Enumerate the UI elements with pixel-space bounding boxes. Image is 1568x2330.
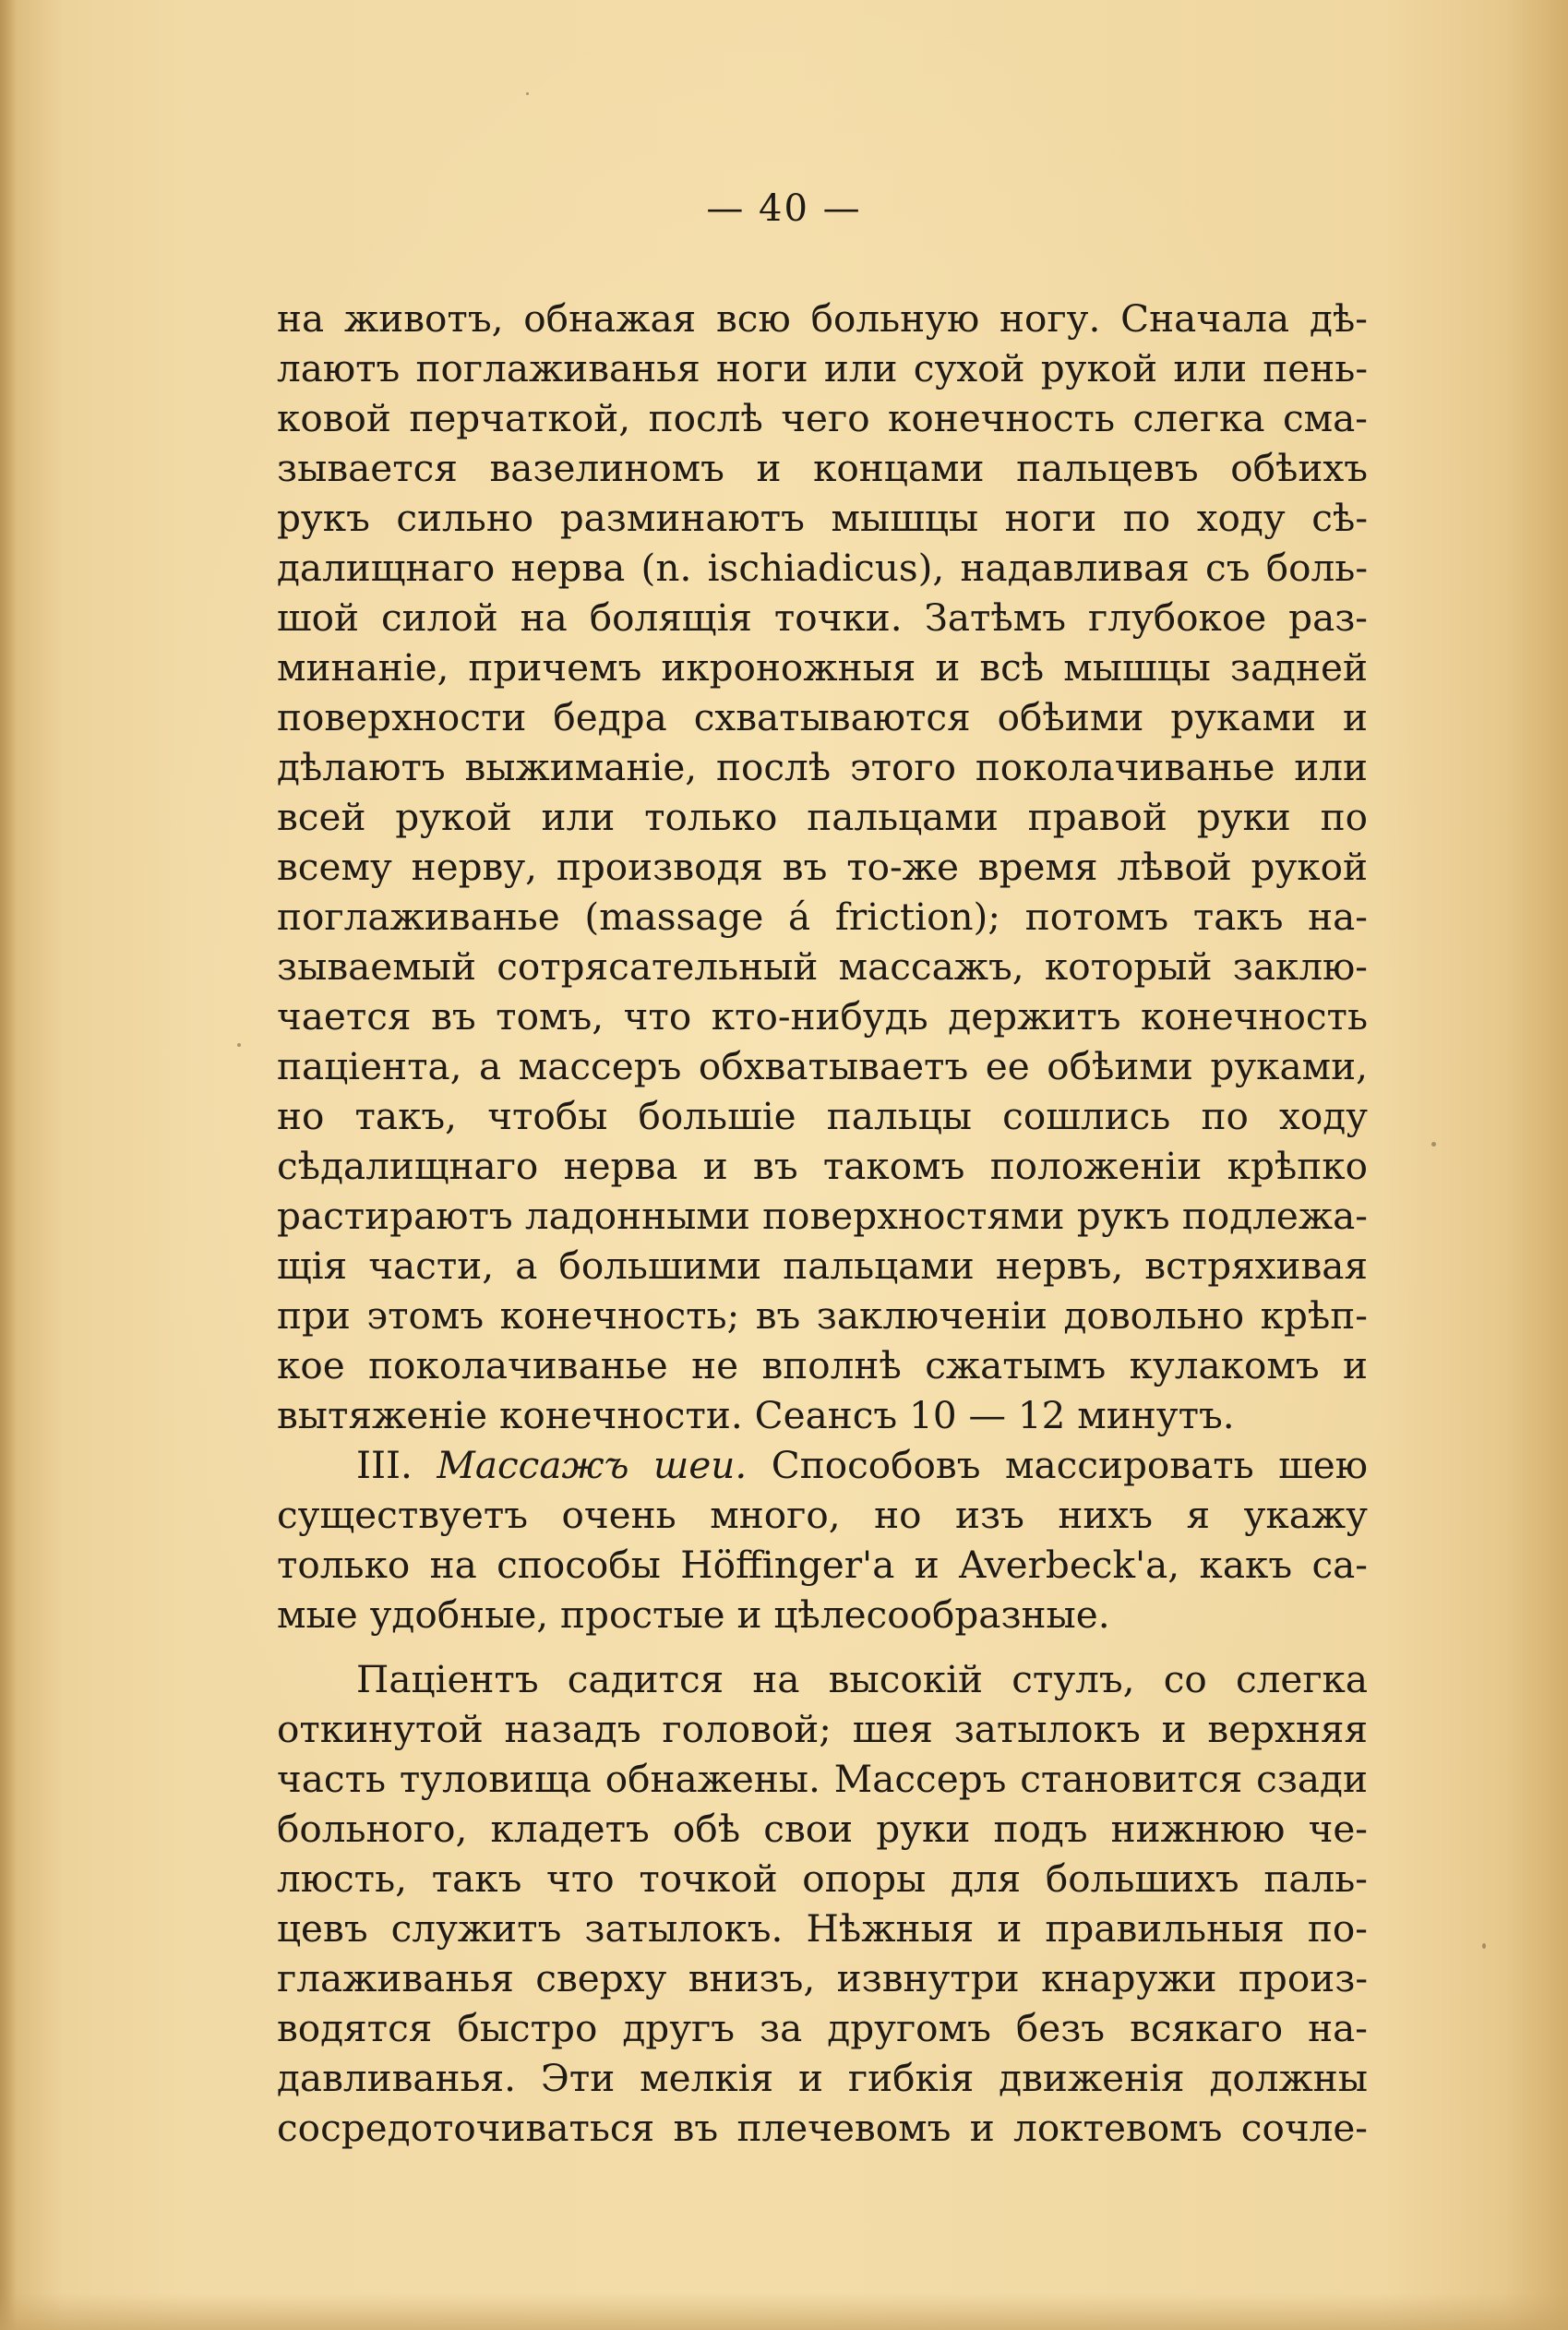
paper-speck bbox=[526, 92, 529, 95]
text-line: минаніе, причемъ икроножныя и всѣ мышцы задней bbox=[277, 645, 1368, 690]
text-line: давливанья. Эти мелкія и гибкія движенія должны bbox=[277, 2056, 1368, 2100]
section-neck-massage bbox=[277, 1440, 1368, 1639]
text-line: больного, кладетъ обѣ свои руки подъ нижнюю че- bbox=[277, 1807, 1368, 1851]
text-line: откинутой назадъ головой; шея затылокъ и верхняя bbox=[277, 1707, 1368, 1751]
text-line: существуетъ очень много, но изъ нихъ я укажу bbox=[277, 1493, 1368, 1537]
page-left-edge-shadow bbox=[0, 0, 17, 2330]
text-line: лаютъ поглаживанья ноги или сухой рукой или пень- bbox=[277, 346, 1368, 390]
text-line: поглаживанье (massage á friction); потомъ такъ на- bbox=[277, 895, 1368, 939]
section-number: III. bbox=[356, 1443, 413, 1487]
text-line: чается въ томъ, что кто-нибудь держитъ конечность bbox=[277, 994, 1368, 1039]
text-line: растираютъ ладонными поверхностями рукъ подлежа- bbox=[277, 1194, 1368, 1238]
section-first-line bbox=[277, 1440, 1368, 1490]
text-line: зывается вазелиномъ и концами пальцевъ обѣихъ bbox=[277, 446, 1368, 490]
text-line: часть туловища обнажены. Массеръ становится сзади bbox=[277, 1757, 1368, 1801]
text-line: всей рукой или только пальцами правой руки по bbox=[277, 795, 1368, 839]
paragraph-patient-position bbox=[277, 1654, 1368, 2153]
text-line: паціента, а массеръ обхватываетъ ее обѣими руками, bbox=[277, 1044, 1368, 1088]
paper-speck bbox=[1431, 1142, 1436, 1147]
text-line: водятся быстро другъ за другомъ безъ всякаго на- bbox=[277, 2006, 1368, 2050]
text-line: цевъ служитъ затылокъ. Нѣжныя и правильныя по- bbox=[277, 1906, 1368, 1951]
text-line: мые удобные, простые и цѣлесообразные. bbox=[277, 1592, 1110, 1637]
text-line: кое поколачиванье не вполнѣ сжатымъ кулакомъ и bbox=[277, 1343, 1368, 1387]
text-line: при этомъ конечность; въ заключеніи довольно крѣп- bbox=[277, 1293, 1368, 1338]
paper-speck bbox=[1482, 1943, 1486, 1949]
text-line: вытяженіе конечности. Сеансъ 10 — 12 минутъ. bbox=[277, 1393, 1235, 1437]
text-line: щія части, а большими пальцами нервъ, встряхивая bbox=[277, 1243, 1368, 1288]
text-line: шой силой на болящія точки. Затѣмъ глубокое раз- bbox=[277, 595, 1368, 640]
text-line: на животъ, обнажая всю больную ногу. Сначала дѣ- bbox=[277, 296, 1368, 341]
page-body-text bbox=[277, 294, 1368, 2153]
text-line: далищнаго нерва (n. ischiadicus), надавливая съ боль- bbox=[277, 546, 1368, 590]
paper-speck bbox=[237, 1043, 241, 1047]
text-line: глаживанья сверху внизъ, извнутри кнаружи произ- bbox=[277, 1956, 1368, 2000]
page-number: — 40 — bbox=[706, 187, 862, 230]
text-line: но такъ, чтобы большіе пальцы сошлись по ходу bbox=[277, 1094, 1368, 1138]
text-line: поверхности бедра схватываются обѣими руками и bbox=[277, 695, 1368, 739]
text-line: только на способы Höffinger'a и Averbeck'a, какъ са- bbox=[277, 1543, 1368, 1587]
paragraph-spacer bbox=[277, 1639, 1368, 1654]
text-line: ковой перчаткой, послѣ чего конечность слегка сма- bbox=[277, 396, 1368, 440]
text-line: Паціентъ садится на высокій стулъ, со слегка bbox=[356, 1657, 1368, 1701]
text-line: люсть, такъ что точкой опоры для большихъ паль- bbox=[277, 1856, 1368, 1901]
section-title: Массажъ шеи. bbox=[437, 1443, 748, 1487]
text-line: сосредоточиваться въ плечевомъ и локтевомъ сочле- bbox=[277, 2106, 1368, 2150]
text-line: сѣдалищнаго нерва и въ такомъ положеніи крѣпко bbox=[277, 1144, 1368, 1188]
page-bottom-edge-shadow bbox=[0, 2293, 1568, 2330]
section-first-line-text: Способовъ массировать шею bbox=[771, 1443, 1369, 1487]
text-line: дѣлаютъ выжиманіе, послѣ этого поколачиванье или bbox=[277, 745, 1368, 789]
text-line: зываемый сотрясательный массажъ, который заклю- bbox=[277, 944, 1368, 989]
text-line: всему нерву, производя въ то-же время лѣвой рукой bbox=[277, 845, 1368, 889]
text-line: рукъ сильно разминаютъ мышцы ноги по ходу сѣ- bbox=[277, 496, 1368, 540]
paragraph-massage-sciatic bbox=[277, 294, 1368, 1440]
